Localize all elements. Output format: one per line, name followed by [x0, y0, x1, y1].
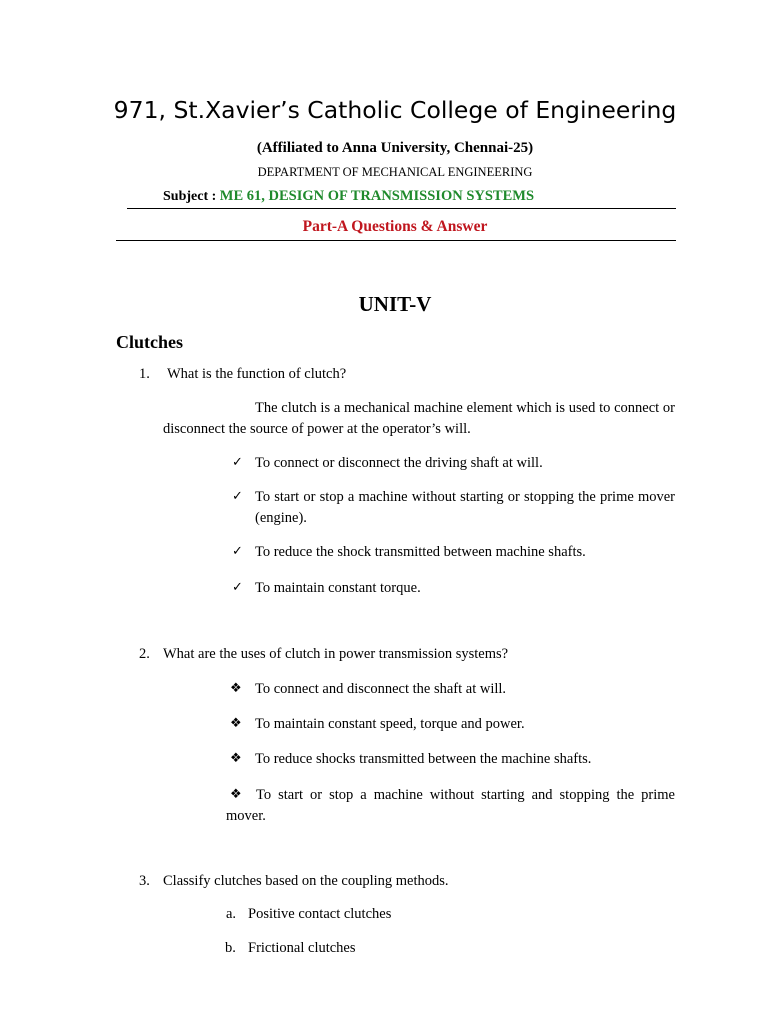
- four-diamond-bullet-icon: ❖: [230, 751, 242, 766]
- subject-label: Subject :: [163, 189, 217, 204]
- check-mark-icon: ✓: [232, 580, 243, 595]
- list-item: To connect and disconnect the shaft at will.: [255, 681, 507, 697]
- question-number: 1.: [139, 366, 150, 382]
- item-label: a.: [226, 906, 237, 922]
- subject-value: ME 61, DESIGN OF TRANSMISSION SYSTEMS: [219, 188, 535, 204]
- header-rule-bottom: [116, 240, 676, 241]
- part-title: Part-A Questions & Answer: [302, 218, 488, 235]
- list-item: To start or stop a machine without starting or stopping the prime mover (engine).: [255, 489, 675, 526]
- check-mark-icon: ✓: [232, 455, 243, 470]
- question-text: What are the uses of clutch in power transmission systems?: [163, 646, 509, 662]
- check-mark-icon: ✓: [232, 544, 243, 559]
- department-line: DEPARTMENT OF MECHANICAL ENGINEERING: [257, 165, 533, 179]
- list-item: Positive contact clutches: [248, 906, 392, 922]
- subject-line: [163, 188, 534, 205]
- four-diamond-bullet-icon: ❖: [230, 681, 242, 696]
- list-item: To connect or disconnect the driving shaft at will.: [255, 455, 543, 471]
- answer-paragraph: The clutch is a mechanical machine element which is used to connect or disconnect the source of power at the operator’s will.: [163, 400, 675, 437]
- list-item: To reduce shocks transmitted between the machine shafts.: [255, 751, 592, 767]
- question-text: Classify clutches based on the coupling methods.: [163, 873, 449, 889]
- four-diamond-bullet-icon: ❖: [230, 787, 242, 802]
- header-rule-top: [127, 208, 676, 209]
- list-item: To maintain constant speed, torque and power.: [255, 716, 525, 732]
- list-item: To reduce the shock transmitted between machine shafts.: [255, 544, 586, 560]
- list-item: To maintain constant torque.: [255, 580, 421, 596]
- question-number: 2.: [139, 646, 150, 662]
- affiliation-line: (Affiliated to Anna University, Chennai-25): [256, 140, 534, 156]
- unit-title: UNIT-V: [358, 292, 432, 316]
- check-mark-icon: ✓: [232, 489, 243, 504]
- item-label: b.: [225, 940, 236, 956]
- list-item: To start or stop a machine without starting and stopping the prime mover.: [226, 787, 675, 824]
- list-item: Frictional clutches: [248, 940, 356, 956]
- question-text: What is the function of clutch?: [167, 366, 347, 382]
- college-title: 971, St.Xavier’s Catholic College of Engineering: [113, 96, 677, 124]
- question-number: 3.: [139, 873, 150, 889]
- section-title: Clutches: [116, 332, 183, 352]
- four-diamond-bullet-icon: ❖: [230, 716, 242, 731]
